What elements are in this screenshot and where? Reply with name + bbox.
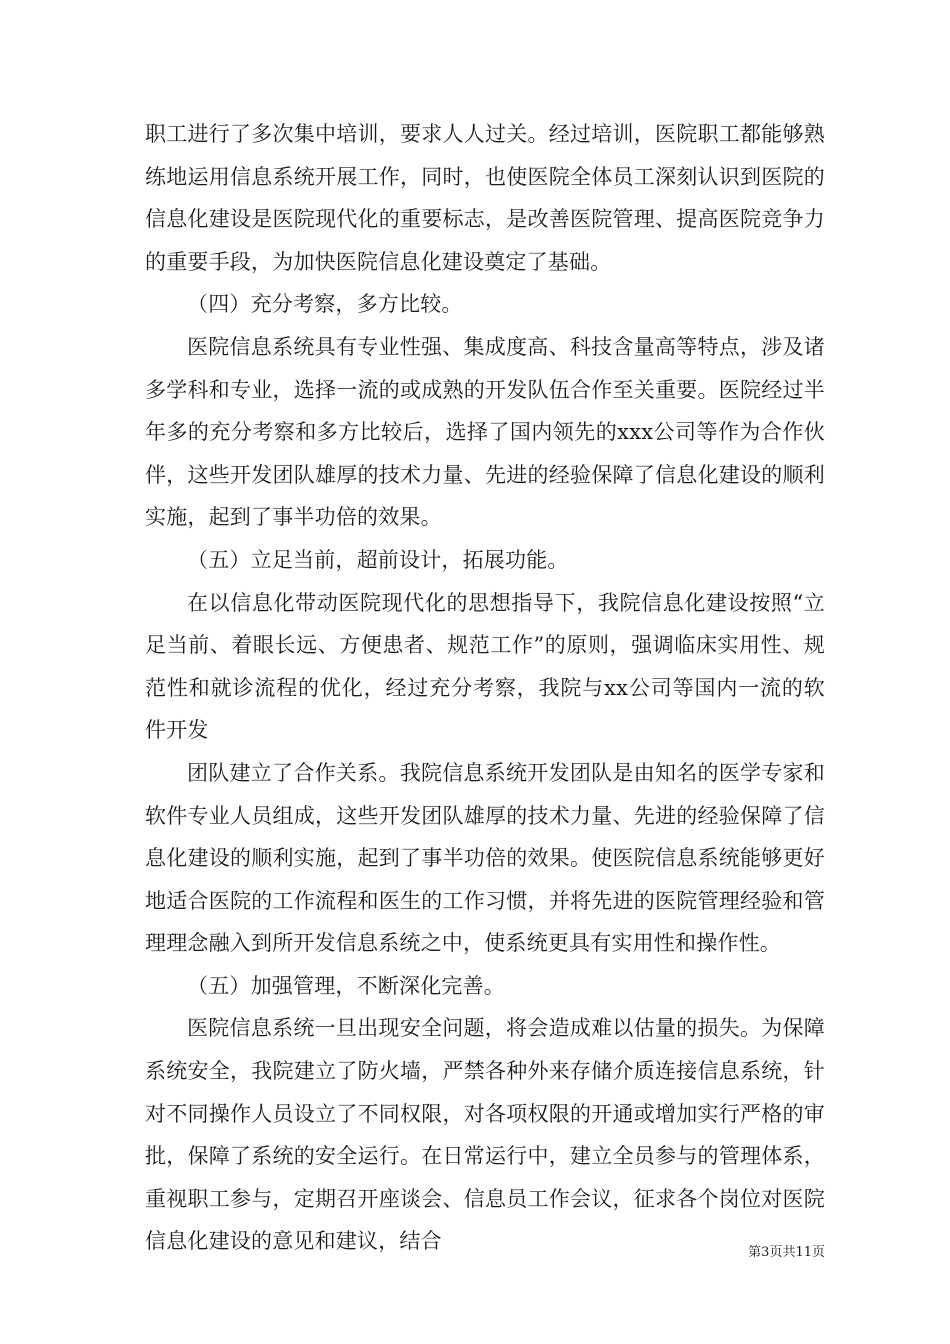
page-number-footer: 第3页共11页 [748, 1245, 825, 1260]
section-heading-5a: （五）立足当前，超前设计，拓展功能。 [187, 547, 569, 572]
paragraph-2: 医院信息系统具有专业性强、集成度高、科技含量高等特点，涉及诸多学科和专业，选择一流的或成熟的开发队伍合作至关重要。医院经过半年多的充分考察和多方比较后，选择了国内领先的xxx公司等作为合作伙伴，这些开发团队雄厚的技术力量、先进的经验保障了信息化建设的顺利实施，起到了事半功倍的效果。 [145, 334, 825, 530]
paragraph-4: 团队建立了合作关系。我院信息系统开发团队是由知名的医学专家和软件专业人员组成，这些开发团队雄厚的技术力量、先进的经验保障了信息化建设的顺利实施，起到了事半功倍的效果。使医院信息系统能够更好地适合医院的工作流程和医生的工作习惯，并将先进的医院管理经验和管理理念融入到所开发信息系统之中，使系统更具有实用性和操作性。 [145, 760, 825, 956]
paragraph-5: 医院信息系统一旦出现安全问题，将会造成难以估量的损失。为保障系统安全，我院建立了防火墙，严禁各种外来存储介质连接信息系统，针对不同操作人员设立了不同权限，对各项权限的开通或增加实行严格的审批，保障了系统的安全运行。在日常运行中，建立全员参与的管理体系，重视职工参与，定期召开座谈会、信息员工作会议，征求各个岗位对医院信息化建设的意见和建议，结合 [145, 1016, 825, 1254]
section-heading-5b: （五）加强管理，不断深化完善。 [187, 973, 505, 998]
paragraph-1: 职工进行了多次集中培训，要求人人过关。经过培训，医院职工都能够熟练地运用信息系统开展工作，同时，也使医院全体员工深刻认识到医院的信息化建设是医院现代化的重要标志，是改善医院管理、提高医院竞争力的重要手段，为加快医院信息化建设奠定了基础。 [145, 122, 825, 274]
document-body [145, 113, 825, 1263]
paragraph-3: 在以信息化带动医院现代化的思想指导下，我院信息化建设按照“立足当前、着眼长远、方便患者、规范工作”的原则，强调临床实用性、规范性和就诊流程的优化，经过充分考察，我院与xx公司等国内一流的软件开发 [145, 590, 825, 743]
section-heading-4: （四）充分考察，多方比较。 [187, 292, 463, 317]
